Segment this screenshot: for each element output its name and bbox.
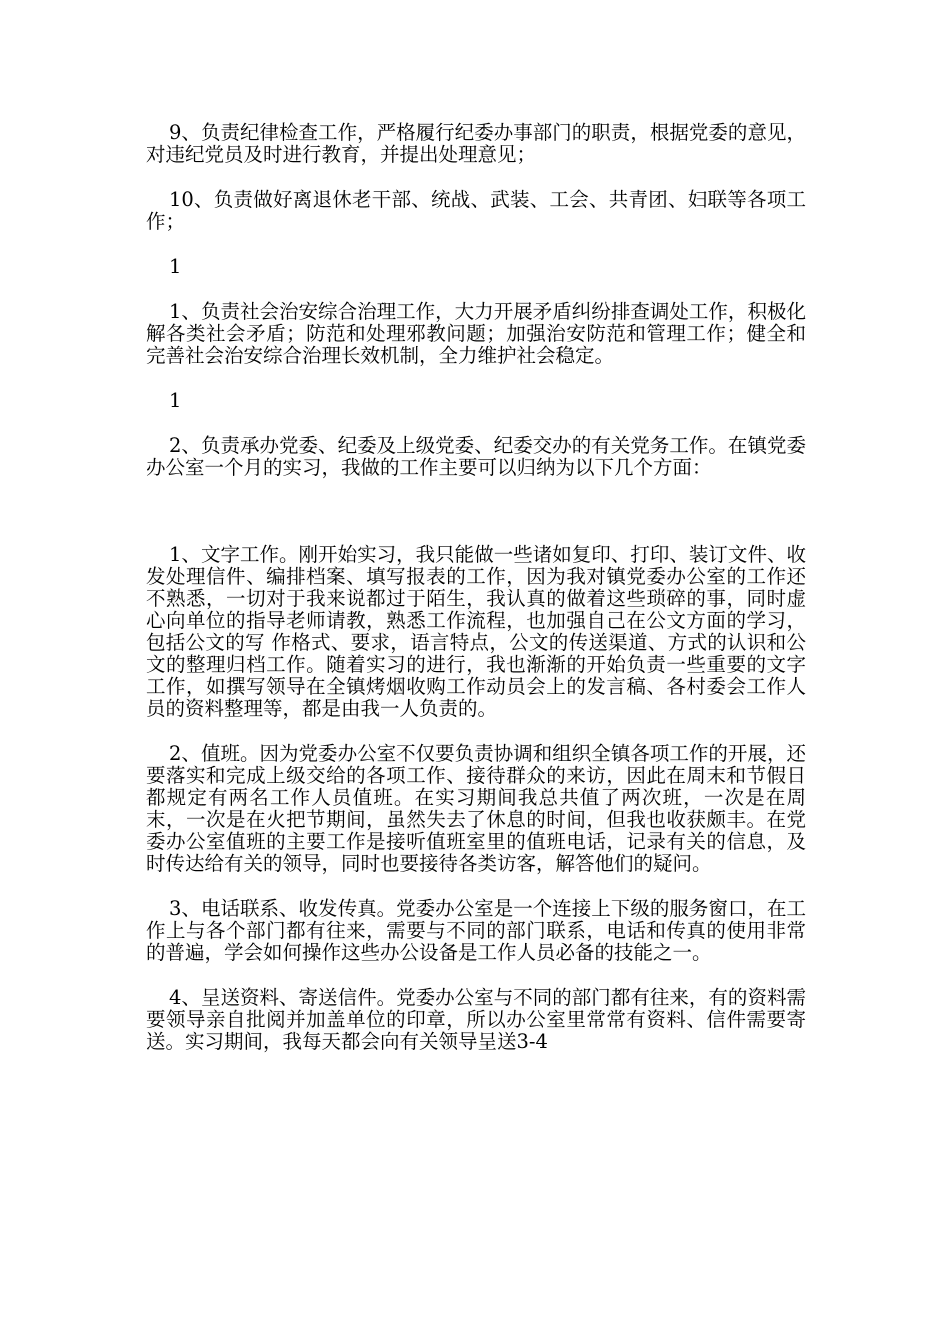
document-page xyxy=(146,122,806,1053)
paragraph-writing-work: 1、文字工作。刚开始实习，我只能做一些诸如复印、打印、装订文件、收发处理信件、编排档案、填写报表的工作，因为我对镇党委办公室的工作还不熟悉，一切对于我来说都过于陌生，我认真的做着这些琐碎的事，同时虚心向单位的指导老师请教，熟悉工作流程，也加强自己在公文方面的学习，包括公文的写 作格式、要求，语言特点，公文的传送渠道、方式的认识和公文的整理归档工作。随着实习的进行，我也渐渐的开始负责一些重要的文字工作，如撰写领导在全镇烤烟收购工作动员会上的发言稿、各村委会工作人员的资料整理等，都是由我一人负责的。 xyxy=(146,543,806,720)
paragraph-duty: 2、值班。因为党委办公室不仅要负责协调和组织全镇各项工作的开展，还要落实和完成上级交给的各项工作、接待群众的来访，因此在周末和节假日都规定有两名工作人员值班。在实习期间我总共值了两次班，一次是在周末，一次是在火把节期间，虽然失去了休息的时间，但我也收获颇丰。在党委办公室值班的主要工作是接听值班室里的值班电话，记录有关的信息，及时传达给有关的领导，同时也要接待各类访客，解答他们的疑问。 xyxy=(146,742,806,875)
paragraph-item-9: 9、负责纪律检查工作，严格履行纪委办事部门的职责，根据党委的意见，对违纪党员及时进行教育，并提出处理意见； xyxy=(146,121,806,166)
paragraph-item-10: 10、负责做好离退休老干部、统战、武装、工会、共青团、妇联等各项工作； xyxy=(146,188,806,233)
paragraph-documents: 4、呈送资料、寄送信件。党委办公室与不同的部门都有往来，有的资料需要领导亲自批阅并加盖单位的印章，所以办公室里常常有资料、信件需要寄送。实习期间，我每天都会向有关领导呈送3-4 xyxy=(146,986,806,1053)
paragraph-party-affairs: 2、负责承办党委、纪委及上级党委、纪委交办的有关党务工作。在镇党委办公室一个月的实习，我做的工作主要可以归纳为以下几个方面： xyxy=(146,434,806,479)
paragraph-security: 1、负责社会治安综合治理工作，大力开展矛盾纠纷排查调处工作，积极化解各类社会矛盾；防范和处理邪教问题；加强治安防范和管理工作；健全和完善社会治安综合治理长效机制，全力维护社会稳定。 xyxy=(146,300,806,367)
paragraph-number: 1 xyxy=(169,255,182,278)
paragraph-number: 1 xyxy=(169,389,182,412)
paragraph-phone-fax: 3、电话联系、收发传真。党委办公室是一个连接上下级的服务窗口，在工作上与各个部门都有往来，需要与不同的部门联系，电话和传真的使用非常的普遍，学会如何操作这些办公设备是工作人员必备的技能之一。 xyxy=(146,897,806,964)
